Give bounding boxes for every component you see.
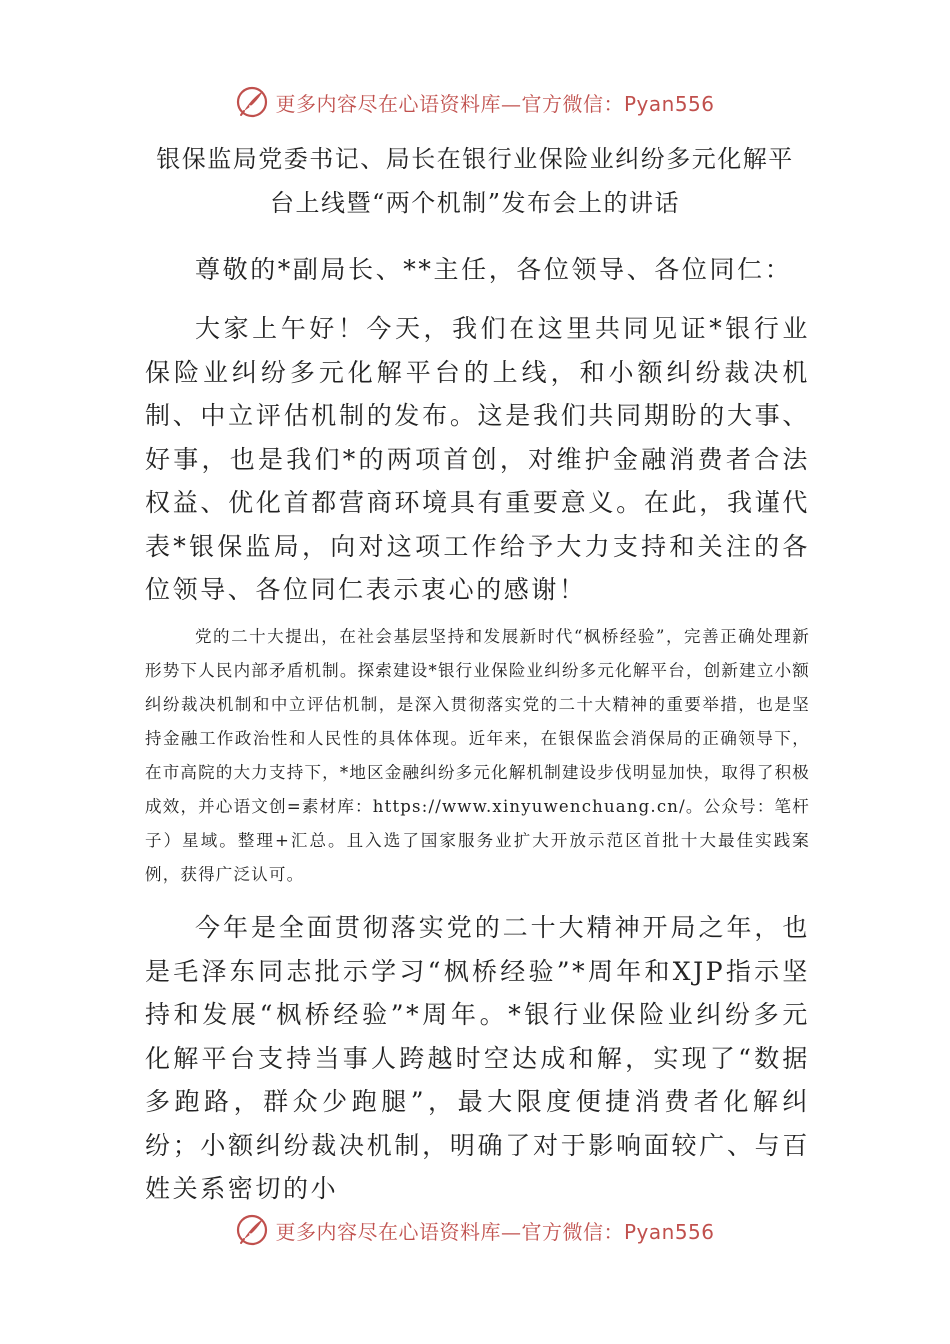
banner-wechat-id: Pyan556 <box>623 1219 715 1244</box>
header-banner <box>0 82 950 122</box>
banner-main-text: 更多内容尽在心语资料库—官方微信： <box>275 1219 624 1244</box>
quill-logo-icon <box>235 1213 269 1247</box>
paragraph-1: 大家上午好！今天，我们在这里共同见证*银行业保险业纠纷多元化解平台的上线，和小额纠纷裁决机制、中立评估机制的发布。这是我们共同期盼的大事、好事，也是我们*的两项首创，对维护金融消费者合法权益、优化首都营商环境具有重要意义。在此，我谨代表*银保监局，向对这项工作给予大力支持和关注的各位领导、各位同仁表示衷心的感谢！ <box>145 314 810 604</box>
doc-title-line-2: 台上线暨“两个机制”发布会上的讲话 <box>269 189 681 217</box>
banner-text <box>275 88 714 117</box>
quill-logo-icon <box>235 85 269 119</box>
footer-banner <box>0 1210 950 1250</box>
banner-wechat-id: Pyan556 <box>623 91 715 116</box>
greeting: 尊敬的*副局长、**主任，各位领导、各位同仁： <box>195 255 793 284</box>
banner-text <box>275 1216 714 1245</box>
paragraph-3: 今年是全面贯彻落实党的二十大精神开局之年，也是毛泽东同志批示学习“枫桥经验”*周年和XJP指示坚持和发展“枫桥经验”*周年。*银行业保险业纠纷多元化解平台支持当事人跨越时空达成和解，实现了“数据多跑路，群众少跑腿”，最大限度便捷消费者化解纠纷；小额纠纷裁决机制，明确了对于影响面较广、与百姓关系密切的小 <box>145 913 810 1203</box>
doc-title-line-1: 银保监局党委书记、局长在银行业保险业纠纷多元化解平 <box>156 145 794 173</box>
banner-main-text: 更多内容尽在心语资料库—官方微信： <box>275 91 624 116</box>
paragraph-2: 党的二十大提出，在社会基层坚持和发展新时代“枫桥经验”，完善正确处理新形势下人民内部矛盾机制。探索建设*银行业保险业纠纷多元化解平台，创新建立小额纠纷裁决机制和中立评估机制，是深入贯彻落实党的二十大精神的重要举措，也是坚持金融工作政治性和人民性的具体体现。近年来，在银保监会消保局的正确领导下，在市高院的大力支持下，*地区金融纠纷多元化解机制建设步伐明显加快，取得了积极成效，并心语文创=素材库：https://www.xinyuwenchuang.cn/。公众号：笔杆子）星域。整理+汇总。且入选了国家服务业扩大开放示范区首批十大最佳实践案例，获得广泛认可。 <box>145 627 810 884</box>
